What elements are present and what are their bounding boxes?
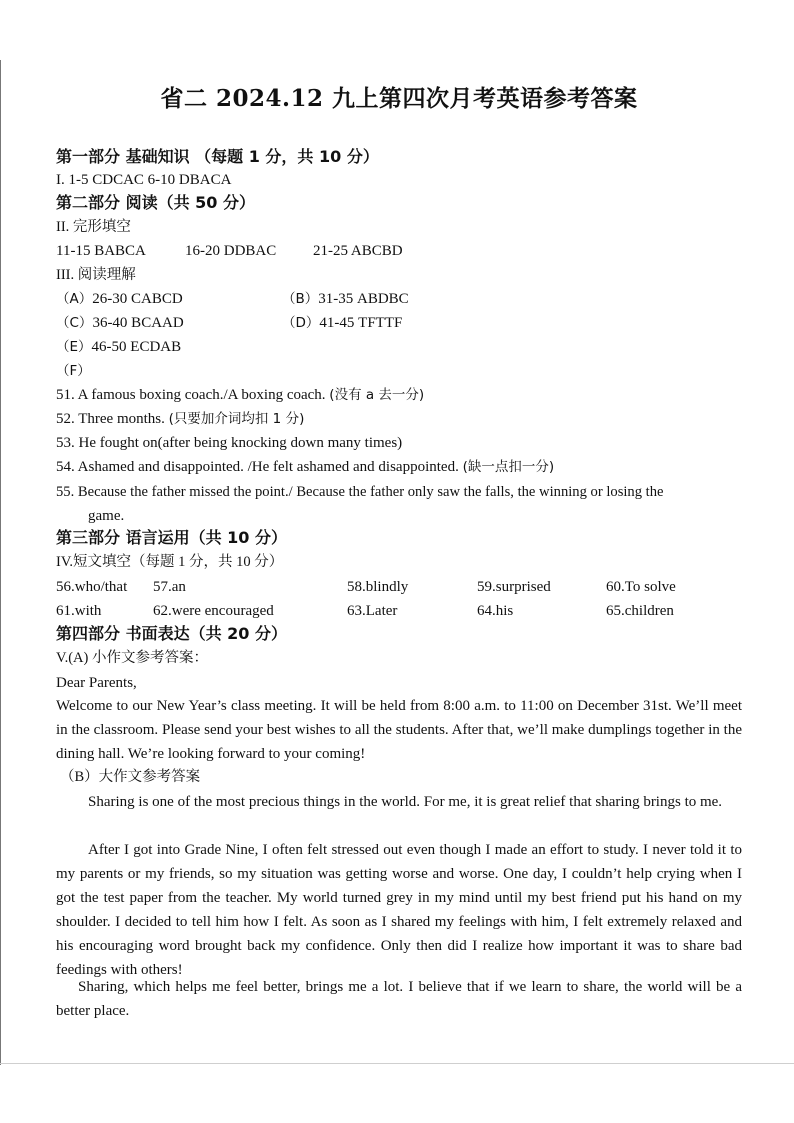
page-title: 省二 2024.12 九上第四次月考英语参考答案 — [160, 85, 638, 112]
fill-answer: 60.To solve — [606, 579, 676, 595]
reading-label: III. 阅读理解 — [56, 267, 136, 283]
part4-heading: 第四部分 书面表达（共 20 分） — [56, 624, 287, 643]
answer-54 — [56, 456, 554, 478]
answer-text: 51. A famous boxing coach./A boxing coach. — [56, 387, 330, 403]
fill-answer: 59.surprised — [477, 579, 551, 595]
left-edge-line — [0, 60, 1, 1065]
part1-answers: I. 1-5 CDCAC 6-10 DBACA — [56, 172, 232, 188]
reading-answer-label: （B） — [282, 291, 319, 307]
cloze-answer: 11-15 BABCA — [56, 243, 146, 259]
fill-answer: 61.with — [56, 603, 102, 619]
long-essay-paragraph-2: After I got into Grade Nine, I often felt stressed out even though I made an effort to study. I never told it to my parents or my friends, so my situation was getting worse and worse. One day, I couldn’t help crying when I got the test paper from the teacher. My world turned grey in my mind until my best friend put his hand on my shoulder. I decided to tell him how I felt. As soon as I shared my feelings with him, I felt extremely relaxed and his encouraging word brought back my confidence. Only then did I realize how important it was to share bad feedings with others! — [56, 842, 742, 978]
fill-answer: 63.Later — [347, 603, 398, 619]
reading-answer-e — [56, 336, 181, 358]
answer-55-line2: game. — [88, 508, 125, 524]
part2-heading: 第二部分 阅读（共 50 分） — [56, 193, 255, 212]
cloze-label: II. 完形填空 — [56, 219, 131, 235]
short-essay-body: Welcome to our New Year’s class meeting. It will be held from 8:00 a.m. to 11:00 on December 31st. We’ll meet in the classroom. Please send your best wishes to all the students. After that, we’ll make dumplings together in the dining hall. We’re looking forward to your coming! — [56, 698, 742, 762]
fill-answer: 56.who/that — [56, 579, 128, 595]
letter-greeting: Dear Parents, — [56, 675, 137, 691]
part3-sub: IV.短文填空（每题 1 分，共 10 分） — [56, 554, 284, 570]
fill-answer: 65.children — [606, 603, 674, 619]
short-essay-label: V.(A) 小作文参考答案： — [56, 650, 208, 666]
answer-text: 52. Three months. — [56, 411, 169, 427]
long-essay-paragraph-1: Sharing is one of the most precious things in the world. For me, it is great relief that sharing brings to me. — [88, 794, 723, 810]
reading-answer-value: 46-50 ECDAB — [91, 339, 182, 355]
bottom-edge-line — [0, 1063, 794, 1064]
section-f-label: （F） — [56, 363, 91, 379]
answer-52 — [56, 408, 304, 430]
cloze-answer: 21-25 ABCBD — [313, 243, 403, 259]
fill-answer: 62.were encouraged — [153, 603, 274, 619]
answer-53 — [56, 432, 402, 454]
reading-answer-a — [56, 288, 183, 310]
long-essay-paragraph-3: Sharing, which helps me feel better, brings me a lot. I believe that if we learn to share, the world will be a better place. — [56, 979, 742, 1019]
reading-answer-value: 26-30 CABCD — [92, 291, 183, 307]
answer-text: 54. Ashamed and disappointed. /He felt ashamed and disappointed. — [56, 459, 463, 475]
answer-55-line1: 55. Because the father missed the point./ Because the father only saw the falls, the winning or losing the — [56, 484, 664, 500]
fill-answer: 57.an — [153, 579, 186, 595]
reading-answer-d — [282, 312, 402, 334]
long-essay-label: （B）大作文参考答案 — [60, 769, 201, 785]
reading-answer-value: 31-35 ABDBC — [318, 291, 409, 307]
reading-answer-label: （E） — [56, 339, 92, 355]
answer-51 — [56, 384, 424, 406]
answer-note: (没有 a 去一分) — [329, 387, 425, 403]
reading-answer-c — [56, 312, 184, 334]
reading-answer-value: 36-40 BCAAD — [92, 315, 184, 331]
fill-answer: 58.blindly — [347, 579, 409, 595]
reading-answer-b — [282, 288, 409, 310]
reading-answer-label: （C） — [56, 315, 93, 331]
part1-heading: 第一部分 基础知识 （每题 1 分，共 10 分） — [56, 147, 379, 166]
reading-answer-label: （A） — [56, 291, 93, 307]
reading-answer-label: （D） — [282, 315, 320, 331]
cloze-answer: 16-20 DDBAC — [185, 243, 277, 259]
answer-note: (只要加介词均扣 1 分) — [168, 411, 305, 427]
answer-text: 53. He fought on(after being knocking down many times) — [56, 435, 403, 451]
reading-answer-value: 41-45 TFTTF — [319, 315, 403, 331]
part3-heading: 第三部分 语言运用（共 10 分） — [56, 528, 287, 547]
answer-note: (缺一点扣一分) — [462, 459, 555, 475]
fill-answer: 64.his — [477, 603, 514, 619]
